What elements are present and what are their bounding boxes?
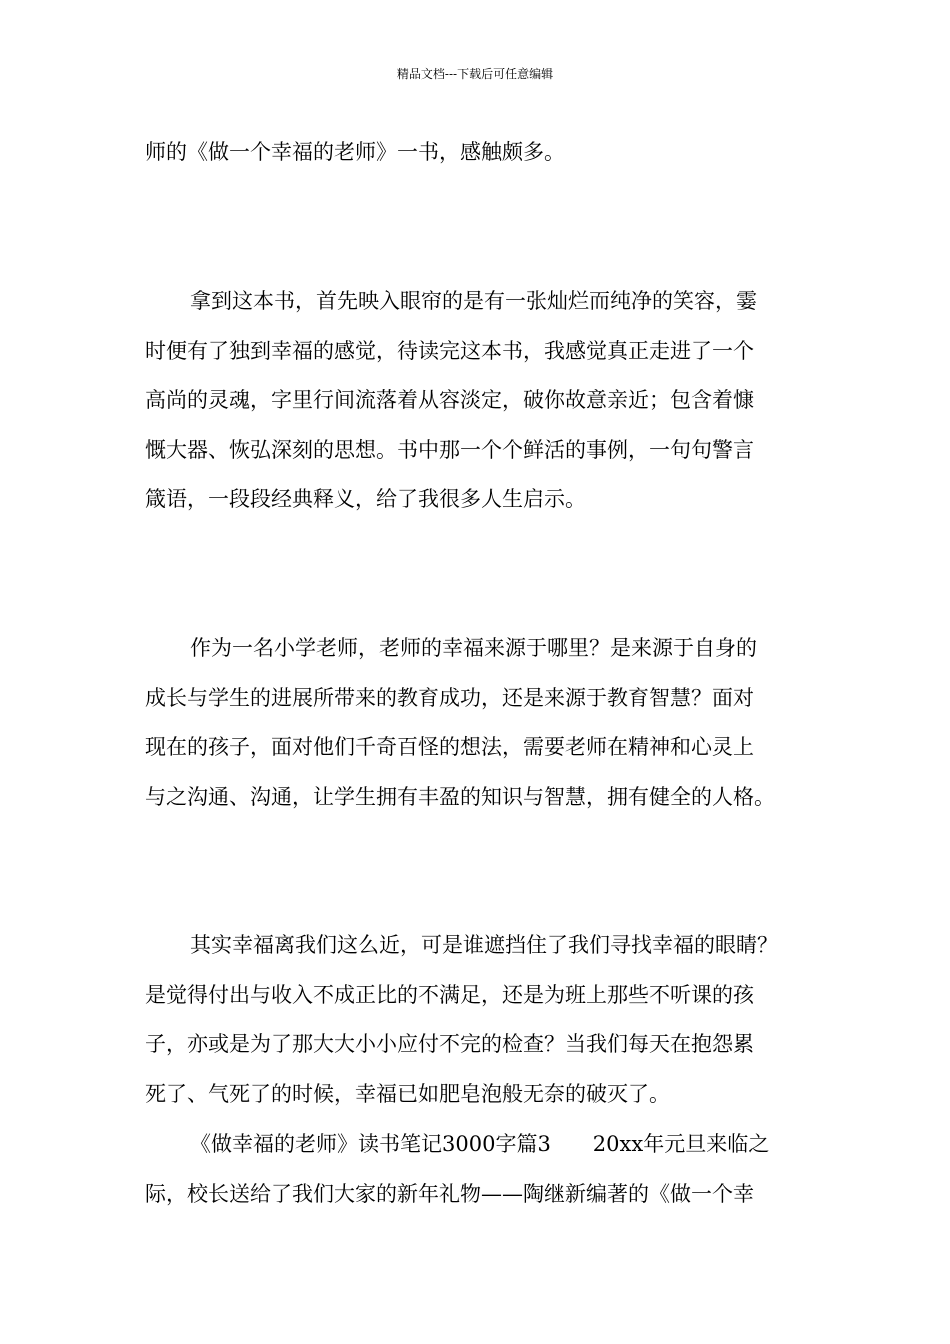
paragraph-first-line: 其实幸福离我们这么近，可是谁遮挡住了我们寻找幸福的眼睛？ <box>190 933 778 957</box>
text-line: 师的《做一个幸福的老师》一书，感触颇多。 <box>145 140 565 164</box>
paragraph-first-line: 拿到这本书，首先映入眼帘的是有一张灿烂而纯净的笑容，霎 <box>190 289 757 313</box>
paragraph-first-line: 作为一名小学老师，老师的幸福来源于哪里？是来源于自身的 <box>190 636 757 660</box>
text-line: 成长与学生的进展所带来的教育成功，还是来源于教育智慧？面对 <box>145 686 754 710</box>
page-header: 精品文档---下载后可任意编辑 <box>396 67 554 81</box>
text-line: 与之沟通、沟通，让学生拥有丰盈的知识与智慧，拥有健全的人格。 <box>145 785 775 809</box>
text-line: 际，校长送给了我们大家的新年礼物——陶继新编著的《做一个幸 <box>145 1182 754 1206</box>
text-line: 死了、气死了的时候，幸福已如肥皂泡般无奈的破灭了。 <box>145 1082 670 1106</box>
text-line: 是觉得付出与收入不成正比的不满足，还是为班上那些不听课的孩 <box>145 983 754 1007</box>
text-line: 时便有了独到幸福的感觉，待读完这本书，我感觉真正走进了一个 <box>145 339 754 363</box>
text-line: 慨大器、恢弘深刻的思想。书中那一个个鲜活的事例，一句句警言 <box>145 438 754 462</box>
text-line: 箴语，一段段经典释义，给了我很多人生启示。 <box>145 487 586 511</box>
text-line: 高尚的灵魂，字里行间流落着从容淡定，破你故意亲近；包含着慷 <box>145 388 754 412</box>
text-line: 子，亦或是为了那大大小小应付不完的检查？当我们每天在抱怨累 <box>145 1032 754 1056</box>
section-title-line: 《做幸福的老师》读书笔记3000字篇3 20xx年元旦来临之 <box>190 1132 770 1156</box>
text-line: 现在的孩子，面对他们千奇百怪的想法，需要老师在精神和心灵上 <box>145 735 754 759</box>
